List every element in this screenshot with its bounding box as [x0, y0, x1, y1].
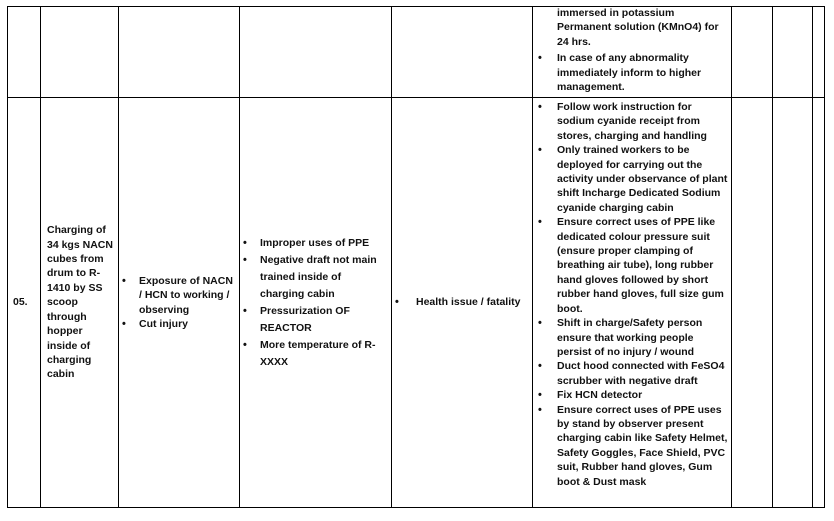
control-item: • Fix HCN detector	[533, 388, 729, 402]
cause-item: • Pressurization OF REACTOR	[240, 303, 387, 337]
control-item: • Shift in charge/Safety person ensure that working people persist of no injury / wound	[533, 316, 729, 359]
table-row	[8, 7, 825, 98]
hira-table	[7, 6, 825, 508]
blank-cell	[732, 98, 773, 508]
blank-cell	[813, 98, 825, 508]
consequence-item: • Health issue / fatality	[392, 295, 532, 309]
blank-cell	[773, 98, 813, 508]
cause-item: • Negative draft not main trained inside of charging cabin	[240, 252, 387, 303]
hazard-item: • Exposure of NACN / HCN to working / observing	[119, 274, 237, 317]
consequences-cell	[392, 98, 533, 508]
causes-cell	[240, 7, 392, 98]
blank-cell	[732, 7, 773, 98]
consequences-cell	[392, 7, 533, 98]
cause-item: • More temperature of R-XXXX	[240, 337, 387, 371]
control-item: • In case of any abnormality immediately inform to higher management.	[533, 51, 731, 94]
control-item: • Ensure correct uses of PPE like dedicated colour pressure suit (ensure proper clamping of breathing air tube), long rubber hand gloves followed by short rubber hand gloves, full size gum boot.	[533, 215, 729, 316]
causes-cell	[240, 98, 392, 508]
controls-cell	[533, 98, 732, 508]
hazard-item: • Cut injury	[119, 317, 237, 331]
cause-item: • Improper uses of PPE	[240, 235, 387, 252]
control-continuation: immersed in potassium Permanent solution (KMnO4) for 24 hrs.	[557, 7, 719, 48]
control-item: • Duct hood connected with FeSO4 scrubber with negative draft	[533, 359, 729, 388]
blank-cell	[813, 7, 825, 98]
activity-cell: Charging of 34 kgs NACN cubes from drum to R-1410 by SS scoop through hopper inside of charging cabin	[41, 98, 119, 508]
sno-cell: 05.	[8, 98, 41, 508]
control-item: • Only trained workers to be deployed for carrying out the activity under observance of plant shift Incharge Dedicated Sodium cyanide charging cabin	[533, 143, 729, 215]
hazards-cell	[119, 98, 240, 508]
table-row	[8, 98, 825, 508]
blank-cell	[773, 7, 813, 98]
control-item: • Ensure correct uses of PPE uses by stand by observer present charging cabin like Safety Helmet, Safety Goggles, Face Shield, PVC suit, Rubber hand gloves, Gum boot & Dust mask	[533, 403, 729, 489]
sno-cell	[8, 7, 41, 98]
controls-cell	[533, 7, 732, 98]
control-item: • Follow work instruction for sodium cyanide receipt from stores, charging and handling	[533, 100, 729, 143]
activity-cell	[41, 7, 119, 98]
hazards-cell	[119, 7, 240, 98]
